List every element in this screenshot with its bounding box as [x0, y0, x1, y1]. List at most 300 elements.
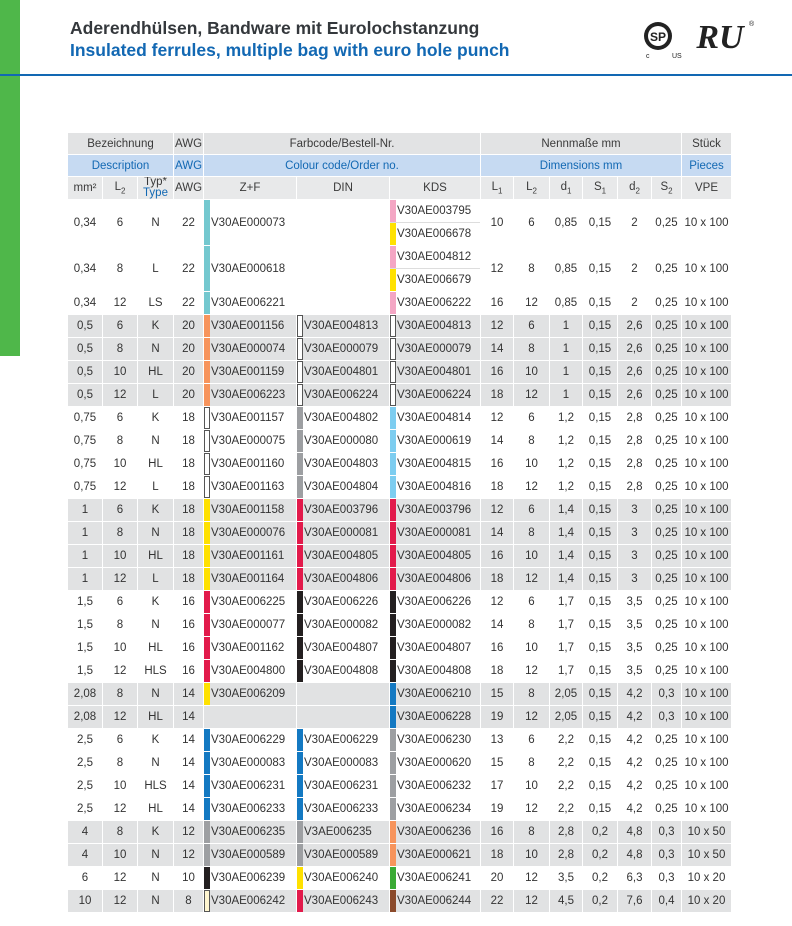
- cell-s2: 0,25: [652, 522, 682, 545]
- cell-d2: 3,5: [618, 637, 652, 660]
- table-row: [68, 246, 732, 292]
- cell-d2: 3,5: [618, 591, 652, 614]
- cell-din: [297, 729, 390, 752]
- cell-awg: 14: [174, 752, 204, 775]
- kds-entry: [390, 292, 480, 314]
- cell-din: [297, 476, 390, 499]
- order-number: V30AE006224: [304, 389, 379, 401]
- order-number: V30AE006226: [304, 596, 379, 608]
- cell-zf: [204, 614, 297, 637]
- kds-entry: [390, 545, 480, 567]
- cell-d1: 1,2: [550, 453, 583, 476]
- cell-cross-section: 0,34: [68, 246, 103, 292]
- cell-type: L: [138, 476, 174, 499]
- cell-l1: 17: [481, 775, 514, 798]
- order-number: V30AE006236: [397, 826, 472, 838]
- cell-l1: 10: [481, 200, 514, 246]
- cell-type: N: [138, 844, 174, 867]
- color-swatch: [390, 361, 396, 383]
- cell-l2: 10: [103, 545, 138, 568]
- cell-s1: 0,15: [583, 338, 618, 361]
- table-row: [68, 683, 732, 706]
- order-number: V30AE004804: [304, 481, 379, 493]
- order-number: V30AE006232: [397, 780, 472, 792]
- cell-l1: 12: [481, 591, 514, 614]
- cell-din: [297, 545, 390, 568]
- cell-vpe: 10 x 100: [682, 752, 732, 775]
- color-swatch: [297, 407, 303, 429]
- color-swatch: [204, 775, 210, 797]
- cell-s2: 0,25: [652, 246, 682, 292]
- cell-l2-dim: 12: [514, 890, 550, 913]
- cell-kds: [390, 292, 481, 315]
- cell-type: N: [138, 867, 174, 890]
- cell-awg: 22: [174, 200, 204, 246]
- cell-l1: 16: [481, 637, 514, 660]
- cell-kds: [390, 867, 481, 890]
- order-number: V30AE004803: [304, 458, 379, 470]
- cell-zf: [204, 752, 297, 775]
- color-swatch: [390, 246, 396, 268]
- cell-d1: 1,7: [550, 614, 583, 637]
- color-swatch: [204, 614, 210, 636]
- col-s1: $S_1$: [583, 177, 618, 200]
- cell-awg: 12: [174, 821, 204, 844]
- cell-d2: 2: [618, 246, 652, 292]
- cell-awg: 12: [174, 844, 204, 867]
- cell-awg: 18: [174, 568, 204, 591]
- cell-l1: 14: [481, 430, 514, 453]
- order-number: V30AE000074: [211, 343, 286, 355]
- col-group-awg-en: AWG: [174, 155, 204, 177]
- table-row: [68, 660, 732, 683]
- table-row: [68, 476, 732, 499]
- cell-type: HL: [138, 453, 174, 476]
- order-number: V3AE006235: [304, 826, 372, 838]
- color-swatch: [390, 844, 396, 866]
- table-row: [68, 637, 732, 660]
- cell-s2: 0,25: [652, 752, 682, 775]
- color-swatch: [390, 591, 396, 613]
- cell-din: [297, 683, 390, 706]
- cell-l2: 6: [103, 200, 138, 246]
- color-swatch: [297, 545, 303, 567]
- table-row: [68, 614, 732, 637]
- order-number: V30AE004808: [397, 665, 472, 677]
- cell-zf: [204, 568, 297, 591]
- table-row: [68, 384, 732, 407]
- svg-text:US: US: [672, 53, 682, 60]
- col-l1: $L_1$: [481, 177, 514, 200]
- cell-zf: [204, 430, 297, 453]
- cell-kds: [390, 614, 481, 637]
- order-number: V30AE000077: [211, 619, 286, 631]
- cell-cross-section: 0,75: [68, 476, 103, 499]
- order-number: V30AE006229: [304, 734, 379, 746]
- cell-l2: 8: [103, 614, 138, 637]
- cell-cross-section: 2,08: [68, 683, 103, 706]
- cell-type: K: [138, 729, 174, 752]
- color-swatch: [390, 522, 396, 544]
- col-group-bezeichnung: Bezeichnung: [68, 133, 174, 155]
- order-number: V30AE000079: [397, 343, 472, 355]
- cell-zf: [204, 407, 297, 430]
- cell-kds: [390, 522, 481, 545]
- cell-s1: 0,2: [583, 821, 618, 844]
- cell-type: N: [138, 522, 174, 545]
- color-swatch: [297, 430, 303, 452]
- color-swatch: [297, 867, 303, 889]
- col-l2: $L_2$: [103, 177, 138, 200]
- cell-vpe: 10 x 100: [682, 292, 732, 315]
- cell-l1: 16: [481, 361, 514, 384]
- color-swatch: [204, 844, 210, 866]
- kds-entry: [390, 522, 480, 544]
- cell-s2: 0,25: [652, 292, 682, 315]
- cell-d2: 4,2: [618, 683, 652, 706]
- color-swatch: [390, 614, 396, 636]
- color-swatch: [297, 453, 303, 475]
- cell-awg: 18: [174, 545, 204, 568]
- order-number: V30AE000621: [397, 849, 472, 861]
- order-number: V30AE006223: [211, 389, 286, 401]
- col-group-awg: AWG: [174, 133, 204, 155]
- cell-l2-dim: 10: [514, 775, 550, 798]
- cell-zf: [204, 683, 297, 706]
- kds-entry: [390, 775, 480, 797]
- table-row: [68, 430, 732, 453]
- table-row: [68, 568, 732, 591]
- cell-l2-dim: 12: [514, 384, 550, 407]
- cell-zf: [204, 338, 297, 361]
- cell-awg: 16: [174, 637, 204, 660]
- cell-awg: 16: [174, 614, 204, 637]
- header-row-columns: [68, 177, 732, 200]
- cell-s1: 0,15: [583, 522, 618, 545]
- col-s2: $S_2$: [652, 177, 682, 200]
- cell-din: [297, 246, 390, 292]
- cell-d2: 4,8: [618, 821, 652, 844]
- cell-type: N: [138, 890, 174, 913]
- order-number: V30AE006242: [211, 895, 286, 907]
- cell-cross-section: 1: [68, 499, 103, 522]
- order-number: V30AE003796: [397, 504, 472, 516]
- cell-d2: 2,8: [618, 453, 652, 476]
- cell-awg: 14: [174, 683, 204, 706]
- kds-entry: [390, 890, 480, 912]
- cell-din: [297, 752, 390, 775]
- cell-vpe: 10 x 50: [682, 821, 732, 844]
- cell-l2: 6: [103, 407, 138, 430]
- cell-l2-dim: 8: [514, 246, 550, 292]
- cell-awg: 18: [174, 430, 204, 453]
- cell-cross-section: 1: [68, 522, 103, 545]
- cell-s1: 0,2: [583, 890, 618, 913]
- order-number: V30AE004808: [304, 665, 379, 677]
- cell-type: HLS: [138, 660, 174, 683]
- cell-s1: 0,2: [583, 844, 618, 867]
- cell-kds: [390, 430, 481, 453]
- cell-type: K: [138, 821, 174, 844]
- cell-s1: 0,15: [583, 292, 618, 315]
- cell-vpe: 10 x 100: [682, 200, 732, 246]
- cell-l1: 18: [481, 568, 514, 591]
- cell-s2: 0,25: [652, 453, 682, 476]
- color-swatch: [204, 407, 210, 429]
- order-number: V30AE000620: [397, 757, 472, 769]
- kds-entry: [390, 706, 480, 728]
- order-number: V30AE001161: [211, 550, 285, 562]
- cell-d2: 3: [618, 568, 652, 591]
- cell-zf: [204, 775, 297, 798]
- kds-entry: [390, 660, 480, 682]
- cell-s2: 0,25: [652, 384, 682, 407]
- cell-zf: [204, 729, 297, 752]
- color-swatch: [297, 522, 303, 544]
- color-swatch: [204, 591, 210, 613]
- cell-din: [297, 890, 390, 913]
- color-swatch: [390, 407, 396, 429]
- cell-d2: 4,2: [618, 775, 652, 798]
- cell-l1: 22: [481, 890, 514, 913]
- order-number: V30AE003795: [397, 205, 472, 217]
- table-row: [68, 798, 732, 821]
- kds-entry: [390, 844, 480, 866]
- order-number: V30AE004806: [304, 573, 379, 585]
- cell-d1: 2,05: [550, 683, 583, 706]
- cell-d2: 6,3: [618, 867, 652, 890]
- title-english: Insulated ferrules, multiple bag with euro hole punch: [70, 40, 510, 60]
- cell-awg: 14: [174, 798, 204, 821]
- cell-s2: 0,25: [652, 568, 682, 591]
- cell-zf: [204, 200, 297, 246]
- kds-entry: [390, 268, 480, 291]
- order-number: V30AE004805: [304, 550, 379, 562]
- col-group-description: Description: [68, 155, 174, 177]
- kds-entry: [390, 821, 480, 843]
- cell-l1: 14: [481, 338, 514, 361]
- cell-cross-section: 1: [68, 545, 103, 568]
- table-row: [68, 361, 732, 384]
- cell-din: [297, 522, 390, 545]
- cell-kds: [390, 637, 481, 660]
- cell-l2-dim: 12: [514, 660, 550, 683]
- cell-l2: 12: [103, 706, 138, 729]
- cell-cross-section: 2,5: [68, 798, 103, 821]
- cell-s2: 0,25: [652, 476, 682, 499]
- cell-s1: 0,15: [583, 361, 618, 384]
- kds-entry: [390, 384, 480, 406]
- cell-l2-dim: 12: [514, 476, 550, 499]
- cell-type: K: [138, 591, 174, 614]
- col-d2: $d_2$: [618, 177, 652, 200]
- cell-zf: [204, 821, 297, 844]
- cell-d2: 2: [618, 200, 652, 246]
- color-swatch: [297, 844, 303, 866]
- cell-d1: 0,85: [550, 200, 583, 246]
- kds-entry: [390, 867, 480, 889]
- cell-vpe: 10 x 100: [682, 522, 732, 545]
- order-number: V30AE004813: [304, 320, 379, 332]
- order-number: V30AE000083: [211, 757, 286, 769]
- cell-cross-section: 0,75: [68, 430, 103, 453]
- cell-d2: 4,8: [618, 844, 652, 867]
- cell-l2: 10: [103, 844, 138, 867]
- header-row-german: [68, 133, 732, 155]
- cell-awg: 22: [174, 292, 204, 315]
- cell-l2-dim: 12: [514, 292, 550, 315]
- order-number: V30AE000081: [397, 527, 472, 539]
- col-group-nennmasse: Nennmaße mm: [481, 133, 682, 155]
- cell-vpe: 10 x 100: [682, 568, 732, 591]
- cell-l2: 6: [103, 591, 138, 614]
- cell-type: L: [138, 246, 174, 292]
- cell-type: N: [138, 683, 174, 706]
- cell-s1: 0,15: [583, 407, 618, 430]
- cell-din: [297, 568, 390, 591]
- cell-awg: 20: [174, 338, 204, 361]
- cell-vpe: 10 x 100: [682, 430, 732, 453]
- cell-kds: [390, 660, 481, 683]
- col-mm2: mm²: [68, 177, 103, 200]
- cell-vpe: 10 x 100: [682, 798, 732, 821]
- cell-l1: 16: [481, 821, 514, 844]
- cell-din: [297, 315, 390, 338]
- kds-entry: [390, 315, 480, 337]
- color-swatch: [390, 867, 396, 889]
- cell-d1: 2,05: [550, 706, 583, 729]
- color-swatch: [297, 660, 303, 682]
- cell-s1: 0,15: [583, 660, 618, 683]
- cell-awg: 16: [174, 660, 204, 683]
- cell-kds: [390, 384, 481, 407]
- table-row: [68, 729, 732, 752]
- cell-cross-section: 1,5: [68, 614, 103, 637]
- cell-d1: 2,2: [550, 798, 583, 821]
- cell-s1: 0,15: [583, 798, 618, 821]
- cell-s1: 0,15: [583, 499, 618, 522]
- cell-din: [297, 706, 390, 729]
- cell-d1: 4,5: [550, 890, 583, 913]
- color-swatch: [297, 568, 303, 590]
- cell-zf: [204, 637, 297, 660]
- order-number: V30AE006210: [397, 688, 472, 700]
- color-swatch: [390, 430, 396, 452]
- table-row: [68, 292, 732, 315]
- order-number: V30AE004816: [397, 481, 472, 493]
- cell-l2: 10: [103, 637, 138, 660]
- cell-l2: 12: [103, 292, 138, 315]
- color-swatch: [390, 706, 396, 728]
- order-number: V30AE000082: [397, 619, 472, 631]
- table-row: [68, 706, 732, 729]
- cell-cross-section: 0,5: [68, 384, 103, 407]
- color-swatch: [204, 246, 210, 291]
- cell-awg: 14: [174, 729, 204, 752]
- order-number: V30AE004812: [397, 251, 472, 263]
- col-awg: AWG: [174, 177, 204, 200]
- order-number: V30AE001159: [211, 366, 285, 378]
- cell-l2-dim: 8: [514, 338, 550, 361]
- col-group-pieces: Pieces: [682, 155, 732, 177]
- cell-cross-section: 0,5: [68, 361, 103, 384]
- col-l2-dim: $L_2$: [514, 177, 550, 200]
- col-typ: [138, 177, 174, 200]
- cell-type: HL: [138, 361, 174, 384]
- cell-awg: 22: [174, 246, 204, 292]
- cell-s2: 0,25: [652, 775, 682, 798]
- table-row: [68, 200, 732, 246]
- color-swatch: [297, 729, 303, 751]
- color-swatch: [297, 361, 303, 383]
- order-number: V30AE001163: [211, 481, 285, 493]
- cell-s1: 0,15: [583, 591, 618, 614]
- cell-type: L: [138, 384, 174, 407]
- cell-type: N: [138, 752, 174, 775]
- cell-zf: [204, 890, 297, 913]
- cell-cross-section: 2,5: [68, 752, 103, 775]
- cell-awg: 14: [174, 775, 204, 798]
- cell-d2: 2,8: [618, 476, 652, 499]
- cell-d2: 3,5: [618, 614, 652, 637]
- svg-text:®: ®: [749, 21, 755, 28]
- color-swatch: [204, 315, 210, 337]
- cell-d1: 1,4: [550, 568, 583, 591]
- cell-d1: 3,5: [550, 867, 583, 890]
- cell-s2: 0,25: [652, 545, 682, 568]
- cell-s1: 0,15: [583, 729, 618, 752]
- order-number: V30AE006230: [397, 734, 472, 746]
- cell-s2: 0,25: [652, 407, 682, 430]
- cell-d2: 7,6: [618, 890, 652, 913]
- cell-l2: 12: [103, 476, 138, 499]
- table-row: [68, 844, 732, 867]
- color-swatch: [204, 752, 210, 774]
- cell-l1: 18: [481, 660, 514, 683]
- order-number: V30AE006240: [304, 872, 379, 884]
- kds-entry: [390, 568, 480, 590]
- cell-kds: [390, 683, 481, 706]
- kds-entry: [390, 407, 480, 429]
- table-row: [68, 867, 732, 890]
- cell-d2: 4,2: [618, 752, 652, 775]
- cell-d1: 1: [550, 384, 583, 407]
- cell-vpe: 10 x 100: [682, 453, 732, 476]
- cell-l1: 12: [481, 407, 514, 430]
- cell-awg: 20: [174, 315, 204, 338]
- cell-l2-dim: 6: [514, 200, 550, 246]
- order-number: V30AE006234: [397, 803, 472, 815]
- cell-d1: 2,2: [550, 775, 583, 798]
- cell-zf: [204, 798, 297, 821]
- table-row: [68, 315, 732, 338]
- cell-l2: 8: [103, 752, 138, 775]
- kds-entry: [390, 338, 480, 360]
- order-number: V30AE006244: [397, 895, 472, 907]
- order-number: V30AE001158: [211, 504, 285, 516]
- cell-l1: 16: [481, 292, 514, 315]
- order-number: V30AE006221: [211, 297, 286, 309]
- color-swatch: [204, 660, 210, 682]
- table-row: [68, 407, 732, 430]
- cell-din: [297, 867, 390, 890]
- cell-zf: [204, 292, 297, 315]
- cell-vpe: 10 x 100: [682, 775, 732, 798]
- cell-kds: [390, 315, 481, 338]
- cell-s2: 0,25: [652, 315, 682, 338]
- color-swatch: [390, 660, 396, 682]
- col-group-stueck: Stück: [682, 133, 732, 155]
